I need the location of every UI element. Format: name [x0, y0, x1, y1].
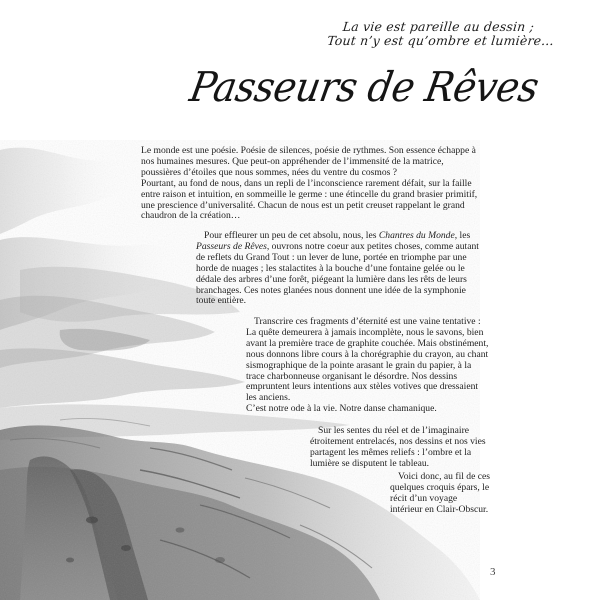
chantres-du-monde-emphasis: Chantres du Monde [378, 230, 455, 241]
epigraph-line-1: La vie est pareille au dessin ; [342, 19, 535, 34]
second-paragraph [196, 231, 482, 307]
intro-paragraph-part-1: Le monde est une poésie. Poésie de silences, poésie de rythmes. Son essence échappe à nos humaines mesures. Que peut-on appréhender de l’immensité de la matrice, poussières d’étoiles que nous sommes, nées du ventre du cosmos ? [141, 145, 476, 178]
closing-paragraph-text: Voici donc, au fil de ces quelques croquis épars, le récit d’un voyage intérieur en Clair-Obscur. [390, 471, 491, 515]
page-number: 3 [490, 566, 496, 578]
third-paragraph [246, 317, 491, 415]
second-paragraph-mid: , les [454, 230, 471, 241]
epigraph-line-2: Tout n’y est qu’ombre et lumière… [326, 33, 555, 48]
passeurs-de-reves-emphasis: Passeurs de Rêves [196, 240, 267, 252]
second-paragraph-rest: , ouvrons notre coeur aux petites choses, comme autant de reflets du Grand Tout : un lever de lune, portée en triomphe par une horde de nuages ; les stalactites à la bouche d’une fontaine gelée ou le dédale des arbres d’une forêt, piégeant la lumière dans les rêts de leurs branchages. Ces notes glanées nous donnent une idée de la symphonie toute entière. [196, 240, 479, 307]
second-paragraph-text [196, 231, 482, 307]
fourth-paragraph [310, 426, 488, 470]
intro-paragraph-part-2: Pourtant, au fond de nous, dans un repli de l’inconscience rarement défait, sur la faille entre raison et intuition, en sommeille le germe : une étincelle du grand brasier primitif, une prescience d’universalité. Chacun de nous est un petit creuset rappelant le grand chaudron de la création… [141, 177, 478, 222]
page-title: Passeurs de Rêves [186, 63, 542, 111]
closing-paragraph [390, 472, 492, 516]
third-paragraph-part-1: Transcrire ces fragments d’éternité est une vaine tentative : La quête demeurera à jamais incomplète, nous le savons, bien avant la première trace de graphite couchée. Mais obstinément, nous donnons libre cours à la chorégraphie du crayon, au chant sismographique de la pointe arasant le grain du papier, à la trace charbonneuse organisant le désordre. Nos dessins empruntent leurs intentions aux stèles votives que dressaient les anciens. [246, 316, 489, 404]
epigraph [327, 20, 600, 48]
second-paragraph-lead: Pour effleurer un peu de cet absolu, nous, les [204, 230, 379, 241]
fourth-paragraph-text: Sur les sentes du réel et de l’imaginaire étroitement entrelacés, nos dessins et nos vies partagent les mêmes reliefs : l’ombre et la lumière se disputent le tableau. [310, 425, 486, 469]
intro-paragraph [141, 146, 479, 222]
third-paragraph-part-2: C’est notre ode à la vie. Notre danse chamanique. [246, 403, 437, 415]
